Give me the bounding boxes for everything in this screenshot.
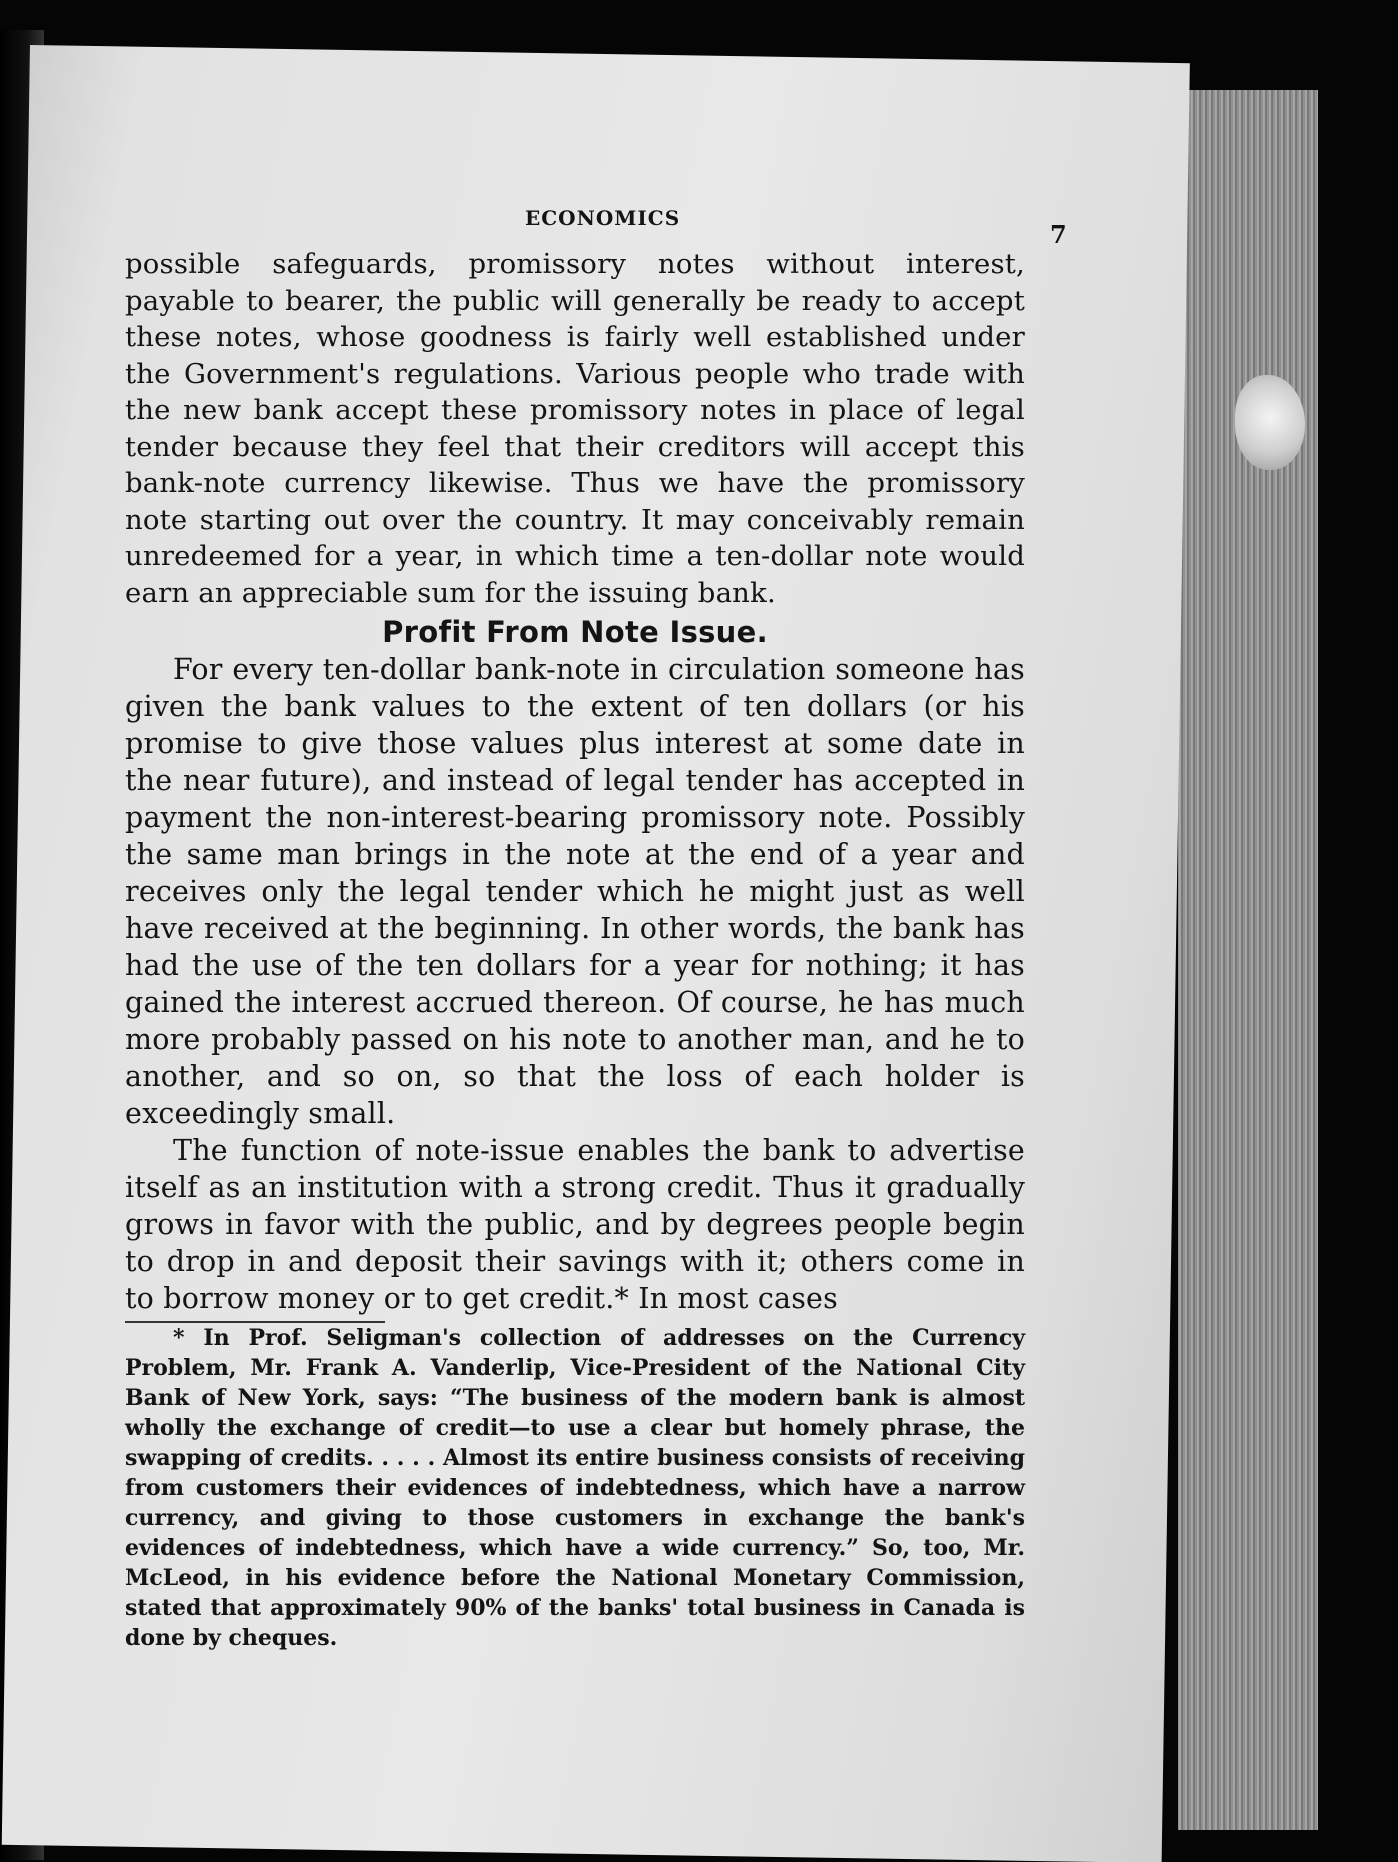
running-head: [125, 200, 1067, 249]
paper-damage-spot: [1235, 375, 1305, 470]
page-text-area: [125, 200, 1067, 1653]
footnote: [125, 1323, 1025, 1653]
footnote-text: * In Prof. Seligman's collection of addresses on the Currency Problem, Mr. Frank A. Vanderlip, Vice-President of the National City Bank of New York, says: “The business of the modern bank is almost wholly the exchange of credit—to use a clear but homely phrase, the swapping of credits. . . . . Almost its entire business consists of receiving from customers their evidences of indebtedness, which have a narrow currency, and giving to those customers in exchange the bank's evidences of indebtedness, which have a wide currency.” So, too, Mr. McLeod, in his evidence before the National Monetary Commission, stated that approximately 90% of the banks' total business in Canada is done by cheques.: [125, 1325, 1025, 1651]
section-heading: Profit From Note Issue.: [382, 615, 768, 649]
running-head-title: ECONOMICS: [525, 206, 681, 230]
paragraph: The function of note-issue enables the bank to advertise itself as an institution with a strong credit. Thus it gradually grows in favor with the public, and by degrees people begin to drop in and deposit their savings with it; others come in to borrow money or to get credit.* In most cases: [125, 1134, 1025, 1315]
paper-damage-spot-bottom: [405, 1790, 421, 1830]
paragraph-continued: possible safeguards, promissory notes without interest, payable to bearer, the public will generally be ready to accept these notes, whose goodness is fairly well established under the Government's regulations. Various people who trade with the new bank accept these promissory notes in place of legal tender because they feel that their creditors will accept this bank-note currency likewise. Thus we have the promissory note starting out over the country. It may conceivably remain unredeemed for a year, in which time a ten-dollar note would earn an appreciable sum for the issuing bank.: [125, 248, 1025, 609]
book-page-edges: [1178, 90, 1318, 1830]
paragraph: For every ten-dollar bank-note in circulation someone has given the bank values to the extent of ten dollars (or his promise to give those values plus interest at some date in the near future), and instead of legal tender has accepted in payment the non-interest-bearing promissory note. Possibly the same man brings in the note at the end of a year and receives only the legal tender which he might just as well have received at the beginning. In other words, the bank has had the use of the ten dollars for a year for nothing; it has gained the interest accrued thereon. Of course, he has much more probably passed on his note to another man, and he to another, and so on, so that the loss of each holder is exceedingly small.: [125, 653, 1025, 1130]
body-text: [125, 246, 1025, 1317]
page-number: 7: [1050, 220, 1067, 249]
